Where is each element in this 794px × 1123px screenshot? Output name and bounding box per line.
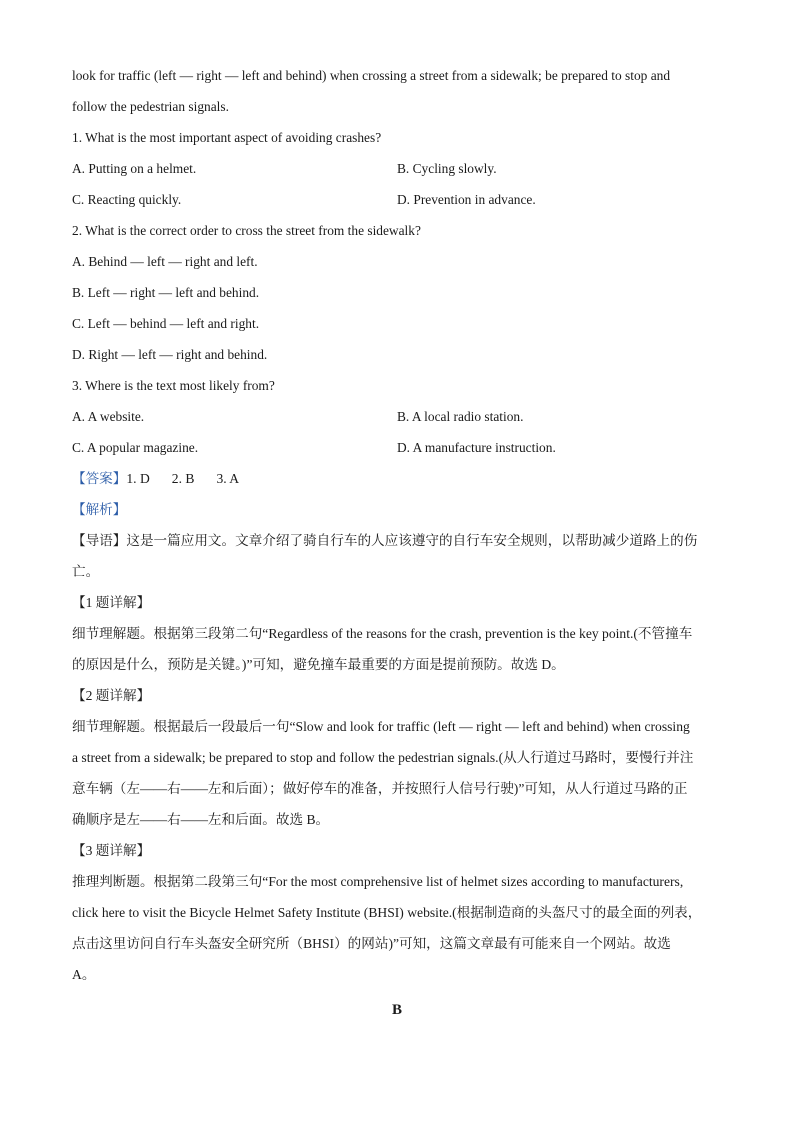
option-c: C. Reacting quickly. (72, 192, 182, 207)
q2-detail-text: 确顺序是左——右——左和后面。故选 B。 (72, 812, 330, 827)
option-row (72, 432, 722, 463)
section-heading: B (391, 1002, 402, 1018)
option-a: A. A website. (72, 409, 145, 424)
option-row (72, 184, 722, 215)
q1-detail-text: 的原因是什么，预防是关键。)”可知，避免撞车最重要的方面是提前预防。故选 D。 (72, 657, 565, 672)
option-b: B. Left — right — left and behind. (72, 285, 260, 300)
option-b: B. Cycling slowly. (397, 161, 497, 176)
question-stem: 1. What is the most important aspect of avoiding crashes? (72, 130, 382, 145)
option-a: A. Putting on a helmet. (72, 161, 197, 176)
q2-detail-text: a street from a sidewalk; be prepared to stop and follow the pedestrian signals.(从人行道过马路时，要慢行并注 (72, 750, 694, 765)
answer-line (72, 463, 722, 494)
q3-detail-text: 推理判断题。根据第二段第三句“For the most comprehensive list of helmet sizes according to manufacturers, (72, 874, 684, 889)
q1-detail-text: 细节理解题。根据第三段第二句“Regardless of the reasons for the crash, prevention is the key point.(不管撞车 (72, 626, 693, 641)
question-stem: 3. Where is the text most likely from? (72, 378, 275, 393)
q3-detail-text: A。 (72, 967, 96, 982)
q3-detail-text: 点击这里访问自行车头盔安全研究所（BHSI）的网站)”可知，这篇文章最有可能来自一个网站。故选 (72, 936, 671, 951)
q3-detail-label: 【3 题详解】 (72, 843, 151, 858)
q2-detail-text: 细节理解题。根据最后一段最后一句“Slow and look for traffic (left — right — left and behind) when crossing (72, 719, 690, 734)
intro-line: follow the pedestrian signals. (72, 99, 229, 114)
q2-detail-label: 【2 题详解】 (72, 688, 151, 703)
document-page (72, 60, 722, 990)
analysis-intro: 亡。 (72, 564, 100, 579)
answer-3: 3. A (216, 471, 240, 486)
option-c: C. A popular magazine. (72, 440, 199, 455)
q2-detail-text: 意车辆（左——右——左和后面）；做好停车的准备，并按照行人信号行驶)”可知，从人行道过马路的正 (72, 781, 688, 796)
option-d: D. Right — left — right and behind. (72, 347, 268, 362)
option-row (72, 153, 722, 184)
option-d: D. A manufacture instruction. (397, 440, 556, 455)
option-a: A. Behind — left — right and left. (72, 254, 258, 269)
analysis-intro: 【导语】这是一篇应用文。文章介绍了骑自行车的人应该遵守的自行车安全规则，以帮助减少道路上的伤 (72, 533, 698, 548)
analysis-label: 【解析】 (72, 502, 127, 517)
option-c: C. Left — behind — left and right. (72, 316, 260, 331)
answer-label: 【答案】 (72, 471, 127, 486)
option-row (72, 401, 722, 432)
answer-2: 2. B (171, 471, 195, 486)
intro-line: look for traffic (left — right — left and behind) when crossing a street from a sidewalk; be prepared to stop and (72, 68, 671, 83)
option-b: B. A local radio station. (397, 409, 524, 424)
question-stem: 2. What is the correct order to cross the street from the sidewalk? (72, 223, 421, 238)
option-d: D. Prevention in advance. (397, 192, 536, 207)
q1-detail-label: 【1 题详解】 (72, 595, 151, 610)
answer-1: 1. D (126, 471, 150, 486)
q3-detail-text: click here to visit the Bicycle Helmet Safety Institute (BHSI) website.(根据制造商的头盔尺寸的最全面的列表， (72, 905, 702, 920)
